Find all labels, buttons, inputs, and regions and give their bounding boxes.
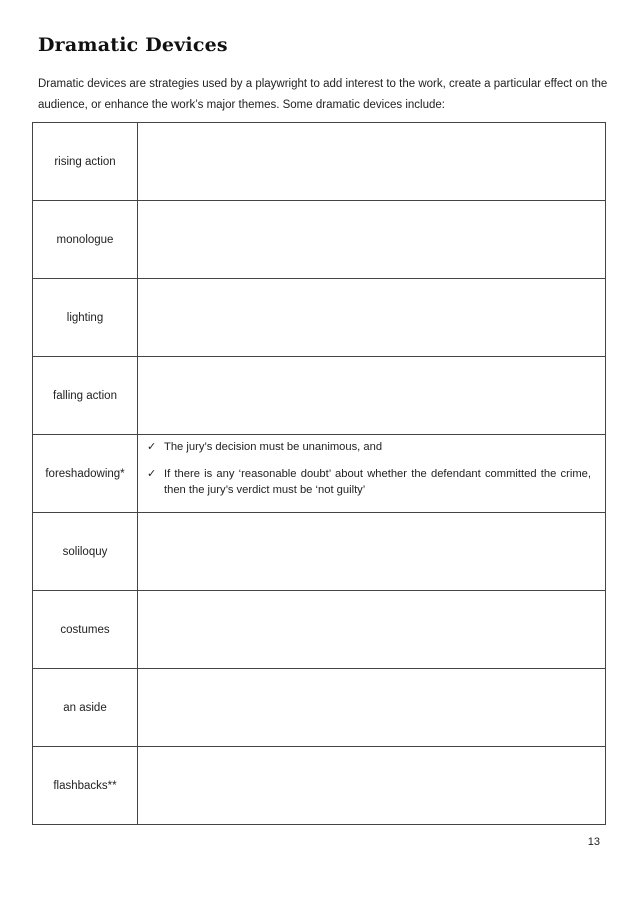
notes-cell[interactable] xyxy=(138,669,606,747)
table-row xyxy=(33,591,606,669)
term-cell: an aside xyxy=(33,669,138,747)
term-cell: soliloquy xyxy=(33,513,138,591)
list-item-text: The jury’s decision must be unanimous, and xyxy=(164,441,383,453)
page-number: 13 xyxy=(587,836,600,848)
list-item xyxy=(147,466,591,498)
term-cell: foreshadowing* xyxy=(33,435,138,513)
notes-cell[interactable] xyxy=(138,279,606,357)
notes-cell[interactable] xyxy=(138,591,606,669)
table-row xyxy=(33,123,606,201)
term-cell: lighting xyxy=(33,279,138,357)
term-cell: rising action xyxy=(33,123,138,201)
term-cell: falling action xyxy=(33,357,138,435)
table-row xyxy=(33,357,606,435)
notes-cell[interactable] xyxy=(138,357,606,435)
checkmark-icon: ✓ xyxy=(147,440,157,453)
table-row xyxy=(33,435,606,513)
checklist xyxy=(138,435,605,498)
notes-cell[interactable] xyxy=(138,513,606,591)
dramatic-devices-table xyxy=(32,122,606,825)
notes-cell[interactable] xyxy=(138,747,606,825)
table-row xyxy=(33,513,606,591)
checkmark-icon: ✓ xyxy=(147,467,157,480)
table-row xyxy=(33,279,606,357)
list-item xyxy=(147,439,591,455)
page-title: Dramatic Devices xyxy=(38,34,228,56)
notes-cell[interactable] xyxy=(138,201,606,279)
table-row xyxy=(33,747,606,825)
table-row xyxy=(33,669,606,747)
notes-cell[interactable] xyxy=(138,123,606,201)
notes-cell[interactable] xyxy=(138,435,606,513)
term-cell: monologue xyxy=(33,201,138,279)
table-row xyxy=(33,201,606,279)
list-item-text: If there is any ‘reasonable doubt’ about whether the defendant committed the crime, then the jury’s verdict must be ‘not guilty’ xyxy=(164,468,591,496)
term-cell: flashbacks** xyxy=(33,747,138,825)
intro-paragraph: Dramatic devices are strategies used by a playwright to add interest to the work, create a particular effect on the audience, or enhance the work’s major themes. Some dramatic devices include: xyxy=(38,78,608,111)
term-cell: costumes xyxy=(33,591,138,669)
